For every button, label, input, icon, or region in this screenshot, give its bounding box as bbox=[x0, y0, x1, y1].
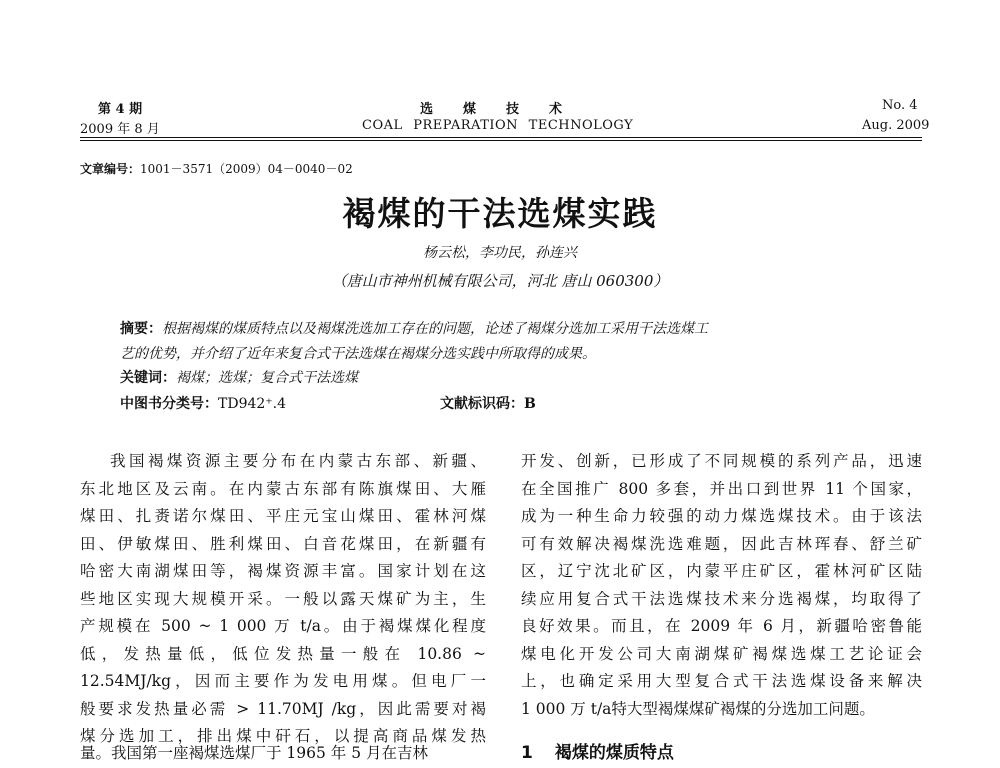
body-right-line: 可有效解决褐煤洗选难题，因此吉林珲春、舒兰矿 bbox=[521, 534, 922, 553]
body-left-line: 煤田、扎赉诺尔煤田、平庄元宝山煤田、霍林河煤 bbox=[80, 507, 486, 525]
article-number bbox=[80, 160, 353, 177]
body-left-line: 低，发热量低，低位发热量一般在 10.86 ~ bbox=[80, 644, 486, 663]
abstract-text-1: 根据褐煤的煤质特点以及褐煤洗选加工存在的问题，论述了褐煤分选加工采用干法选煤工 bbox=[162, 321, 708, 337]
paper-title: 褐煤的干法选煤实践 bbox=[342, 194, 658, 233]
affiliation: （唐山市神州机械有限公司，河北 唐山 060300） bbox=[331, 272, 669, 290]
classification-label: 中图书分类号： bbox=[120, 396, 218, 412]
header-rule bbox=[80, 137, 922, 138]
classification-code: TD942⁺.4 bbox=[218, 396, 287, 412]
body-left-line: 我国褐煤资源主要分布在内蒙古东部、新疆、 bbox=[110, 452, 486, 470]
body-left-cut-line bbox=[80, 744, 486, 762]
header-rule-thin bbox=[80, 140, 922, 141]
body-right-line: 区，辽宁沈北矿区，内蒙平庄矿区，霍林河矿区陆 bbox=[521, 562, 922, 580]
section-title: 褐煤的煤质特点 bbox=[554, 743, 674, 763]
journal-name-en: COAL PREPARATION TECHNOLOGY bbox=[362, 118, 634, 133]
abstract-text-2: 艺的优势，并介绍了近年来复合式干法选煤在褐煤分选实践中所取得的成果。 bbox=[120, 346, 596, 362]
date-cn: 2009 年 8 月 bbox=[80, 122, 160, 137]
issue-cn: 第 4 期 bbox=[98, 102, 143, 117]
abstract-line-1 bbox=[120, 318, 708, 338]
body-right-line: 煤电化开发公司大南湖煤矿褐煤选煤工艺论证会 bbox=[521, 644, 922, 663]
body-left-column bbox=[80, 448, 486, 751]
article-number-label: 文章编号： bbox=[80, 162, 141, 176]
abstract-label: 摘要： bbox=[120, 321, 162, 337]
journal-name-cn: 选煤技术 bbox=[420, 102, 593, 117]
body-left-line: 般要求发热量必需 > 11.70MJ /kg，因此需要对褐 bbox=[80, 699, 486, 718]
body-right-line: 1 000 万 t/a特大型褐煤煤矿褐煤的分选加工问题。 bbox=[521, 699, 875, 718]
body-left-line: 哈密大南湖煤田等，褐煤资源丰富。国家计划在这 bbox=[80, 562, 486, 580]
document-code-label: 文献标识码： bbox=[440, 396, 524, 412]
classification bbox=[120, 393, 286, 413]
date-en: Aug. 2009 bbox=[862, 118, 930, 133]
body-right-line: 开发、创新，已形成了不同规模的系列产品，迅速 bbox=[521, 452, 922, 470]
body-right-line: 良好效果。而且，在 2009 年 6 月，新疆哈密鲁能 bbox=[521, 617, 922, 635]
section-number: 1 bbox=[521, 743, 533, 763]
body-right-line: 在全国推广 800 多套，并出口到世界 11 个国家， bbox=[521, 479, 922, 498]
keywords bbox=[120, 367, 358, 387]
document-code-value: B bbox=[524, 396, 536, 412]
issue-en: No. 4 bbox=[882, 98, 918, 113]
article-number-value: 1001－3571（2009）04－0040－02 bbox=[140, 162, 353, 176]
body-right-column bbox=[521, 448, 922, 723]
body-left-line: 12.54MJ/kg，因而主要作为发电用煤。但电厂一 bbox=[80, 672, 486, 690]
body-left-cut-text: 量。我国第一座褐煤选煤厂于 1965 年 5 月在吉林 bbox=[80, 744, 429, 762]
document-code bbox=[440, 393, 536, 413]
body-left-line: 些地区实现大规模开采。一般以露天煤矿为主，生 bbox=[80, 589, 486, 608]
abstract-line-2 bbox=[120, 343, 596, 363]
body-right-line: 续应用复合式干法选煤技术来分选褐煤，均取得了 bbox=[521, 589, 922, 608]
authors: 杨云松，李功民，孙连兴 bbox=[423, 245, 577, 261]
keywords-label: 关键词： bbox=[120, 370, 176, 386]
body-left-line: 煤分选加工，排出煤中矸石，以提高商品煤发热 bbox=[80, 727, 486, 745]
body-left-line: 田、伊敏煤田、胜利煤田、白音花煤田，在新疆有 bbox=[80, 534, 486, 553]
body-right-line: 上，也确定采用大型复合式干法选煤设备来解决 bbox=[521, 672, 922, 690]
keywords-text: 褐煤；选煤；复合式干法选煤 bbox=[176, 370, 358, 386]
section-heading bbox=[521, 738, 674, 763]
body-right-line: 成为一种生命力较强的动力煤选煤技术。由于该法 bbox=[521, 507, 922, 525]
body-left-line: 产规模在 500 ~ 1 000 万 t/a。由于褐煤煤化程度 bbox=[80, 617, 486, 635]
body-left-line: 东北地区及云南。在内蒙古东部有陈旗煤田、大雁 bbox=[80, 479, 486, 498]
